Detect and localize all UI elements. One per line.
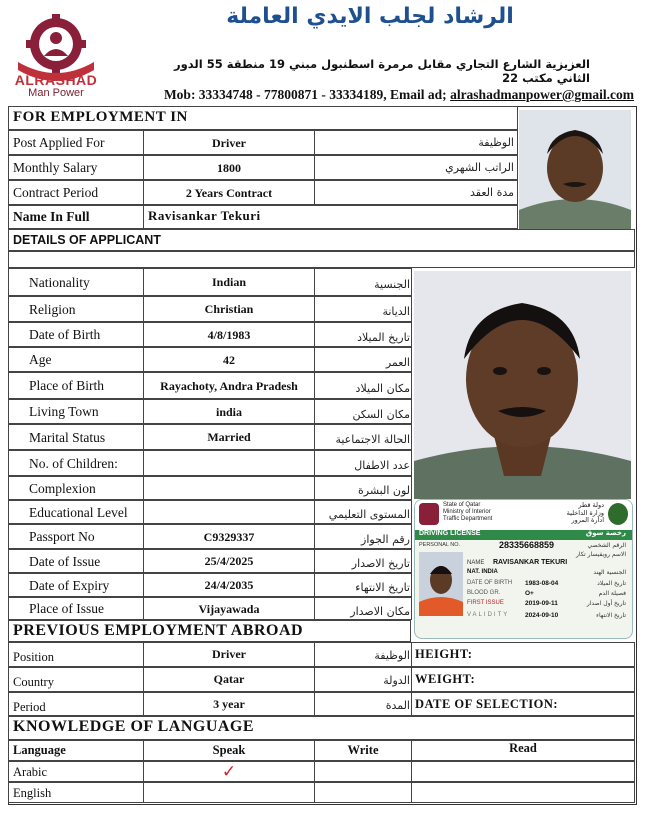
language-write-cell (314, 761, 412, 782)
employment-row-arabic: الوظيفة (478, 136, 514, 149)
person-photo-icon (414, 271, 631, 499)
speak-col-header: Speak (212, 743, 246, 757)
license-name-value: RAVISANKAR TEKURI (493, 559, 568, 566)
license-validity-value: 2024-09-10 (525, 612, 559, 619)
person-photo-icon (419, 552, 463, 616)
previous-row-label: Period (13, 700, 46, 714)
applicant-spacer-cell (8, 251, 635, 268)
applicant-row-value: 24/4/2035 (204, 578, 254, 592)
employment-row-value: 1800 (217, 161, 241, 175)
applicant-row-arabic: الديانة (382, 305, 410, 318)
license-dept: Traffic Department (443, 516, 493, 522)
previous-row-side-label: DATE OF SELECTION: (415, 697, 559, 711)
applicant-row-value: 25/4/2025 (204, 554, 254, 568)
driving-license-card (414, 499, 633, 639)
previous-row-arabic: الدولة (383, 674, 410, 687)
applicant-row-label: Living Town (29, 404, 99, 419)
license-dob-label: DATE OF BIRTH (467, 580, 513, 586)
license-blood-value: O+ (525, 590, 534, 597)
applicant-row-value: Indian (211, 275, 247, 289)
previous-row-arabic: الوظيفة (374, 649, 410, 662)
license-ministry-ar: وزارة الداخلية (566, 508, 604, 517)
previous-row-arabic: المدة (385, 699, 410, 712)
license-issue-label: FIRST ISSUE (467, 600, 504, 606)
applicant-row-label: Age (29, 352, 52, 367)
applicant-row-label: Place of Issue (29, 601, 104, 616)
applicant-row-arabic: تاريخ الميلاد (357, 330, 410, 344)
person-photo-icon (519, 110, 631, 236)
employment-row-value: Driver (212, 136, 246, 150)
language-speak-cell (143, 782, 315, 803)
name-label: Name In Full (13, 209, 90, 224)
applicant-row-value: Christian (204, 302, 254, 316)
applicant-row-label: Nationality (29, 274, 90, 290)
name-value: Ravisankar Tekuri (148, 208, 261, 223)
license-validity-label: VALIDITY (467, 612, 510, 618)
applicant-row-value: Vijayawada (198, 601, 260, 616)
previous-row-value: Qatar (213, 672, 245, 686)
contact-line (120, 87, 634, 103)
license-issue-value: 2019-09-11 (525, 600, 558, 607)
license-number-label-ar: الرقم الشخصي (587, 542, 626, 549)
applicant-row-label: Date of Birth (29, 327, 101, 342)
language-row-name: Arabic (13, 765, 48, 779)
license-state-ar: دولة قطر (578, 501, 604, 509)
agency-address-arabic: العزيزية الشارع التجاري مقابل مرمرة اسطنبول مبني 19 منطقة 55 الدور الثاني مكتب 22 (174, 57, 590, 85)
language-heading: KNOWLEDGE OF LANGUAGE (13, 718, 255, 735)
applicant-row-label: Religion (29, 301, 76, 317)
license-nationality-ar: الجنسية الهند (593, 569, 626, 576)
logo-name: ALRASHAD (14, 72, 98, 88)
applicant-row-value: Married (207, 430, 251, 444)
applicant-value-cell (143, 450, 315, 476)
license-photo (419, 552, 463, 616)
applicant-row-arabic: تاريخ الانتهاء (355, 581, 410, 594)
language-read-cell (411, 782, 635, 803)
employment-row-arabic: الراتب الشهري (445, 161, 514, 174)
traffic-emblem-icon (608, 503, 628, 525)
previous-row-side-label: WEIGHT: (415, 672, 476, 686)
applicant-row-arabic: العمر (385, 355, 410, 369)
employment-heading: FOR EMPLOYMENT IN (13, 109, 188, 125)
applicant-row-arabic: المستوى التعليمي (328, 508, 410, 521)
applicant-heading: DETAILS OF APPLICANT (13, 233, 161, 247)
license-banner: DRIVING LICENSE (419, 530, 481, 537)
agency-title-arabic: الرشاد لجلب الايدي العاملة (226, 4, 514, 29)
contact-email[interactable]: alrashadmanpower@gmail.com (450, 87, 634, 102)
license-number-label: PERSONAL NO. (419, 542, 461, 548)
applicant-row-label: Date of Expiry (29, 577, 110, 593)
applicant-row-value: Rayachoty, Andra Pradesh (160, 378, 298, 393)
license-dob-value: 1983-08-04 (525, 580, 559, 587)
license-blood-ar: فصيلة الدم (598, 590, 626, 597)
license-banner-ar: رخصة سوق (585, 529, 626, 537)
applicant-row-label: Place of Birth (29, 378, 104, 393)
applicant-row-label: Complexion (29, 480, 96, 496)
employment-row-label: Contract Period (13, 185, 99, 200)
employment-row-label: Monthly Salary (13, 160, 98, 175)
applicant-value-cell (143, 500, 315, 524)
applicant-row-arabic: عدد الاطفال (354, 459, 410, 472)
license-validity-ar: تاريخ الانتهاء (596, 612, 626, 619)
applicant-row-value: india (215, 404, 242, 419)
logo-subtitle: Man Power (28, 87, 84, 99)
employment-row-value: 2 Years Contract (185, 186, 273, 200)
language-read-cell (411, 761, 635, 782)
license-ministry: Ministry of Interior (443, 509, 491, 515)
applicant-row-arabic: الحالة الاجتماعية (335, 433, 410, 446)
language-write-cell (314, 782, 412, 803)
license-dob-ar: تاريخ الميلاد (597, 580, 626, 587)
previous-row-label: Country (13, 675, 54, 689)
license-number: 28335668859 (499, 540, 555, 550)
read-col-header: Read (509, 741, 537, 755)
previous-row-value: Driver (212, 647, 246, 661)
applicant-row-arabic: مكان السكن (352, 407, 410, 421)
applicant-row-arabic: رقم الجواز (361, 532, 410, 546)
contact-phones: Mob: 33334748 - 77800871 - 33334189, Email ad; (163, 87, 451, 102)
applicant-row-value: 4/8/1983 (207, 327, 251, 342)
license-name-ar: الاسم رويفيسار تكار (575, 551, 626, 558)
applicant-row-arabic: مكان الاصدار (350, 604, 410, 618)
qatar-emblem-icon (419, 503, 439, 525)
applicant-row-value: 42 (223, 352, 235, 367)
license-blood-label: BLOOD GR. (467, 590, 501, 596)
license-issue-ar: تاريخ أول اصدار (586, 600, 626, 607)
applicant-photo-small (519, 110, 631, 236)
license-state: State of Qatar (443, 502, 481, 508)
previous-heading: PREVIOUS EMPLOYMENT ABROAD (13, 622, 304, 639)
employment-row-label: Post Applied For (13, 135, 105, 150)
language-col-header: Language (13, 743, 66, 757)
applicant-row-label: No. of Children: (29, 455, 118, 471)
language-row-name: English (13, 786, 52, 800)
applicant-row-arabic: لون البشرة (358, 484, 410, 497)
applicant-row-label: Date of Issue (29, 553, 101, 569)
previous-row-value: 3 year (213, 697, 245, 711)
license-nationality: NAT. INDIA (467, 569, 498, 575)
applicant-row-arabic: مكان الميلاد (355, 381, 410, 395)
license-dept-ar: ادارة المرور (571, 516, 604, 524)
language-speak-check: ✓ (221, 762, 237, 781)
applicant-row-label: Marital Status (29, 429, 106, 445)
applicant-row-label: Passport No (29, 529, 95, 544)
employment-row-arabic: مدة العقد (470, 186, 514, 199)
applicant-row-value: C9329337 (203, 529, 255, 544)
applicant-photo-large (414, 271, 631, 499)
applicant-value-cell (143, 476, 315, 500)
previous-row-label: Position (13, 650, 54, 664)
license-name-label: NAME (467, 560, 485, 566)
previous-row-side-label: HEIGHT: (415, 647, 473, 661)
applicant-row-arabic: الجنسية (374, 278, 410, 291)
applicant-row-label: Educational Level (29, 504, 128, 520)
applicant-row-arabic: تاريخ الاصدار (351, 557, 410, 570)
write-col-header: Write (347, 743, 379, 757)
